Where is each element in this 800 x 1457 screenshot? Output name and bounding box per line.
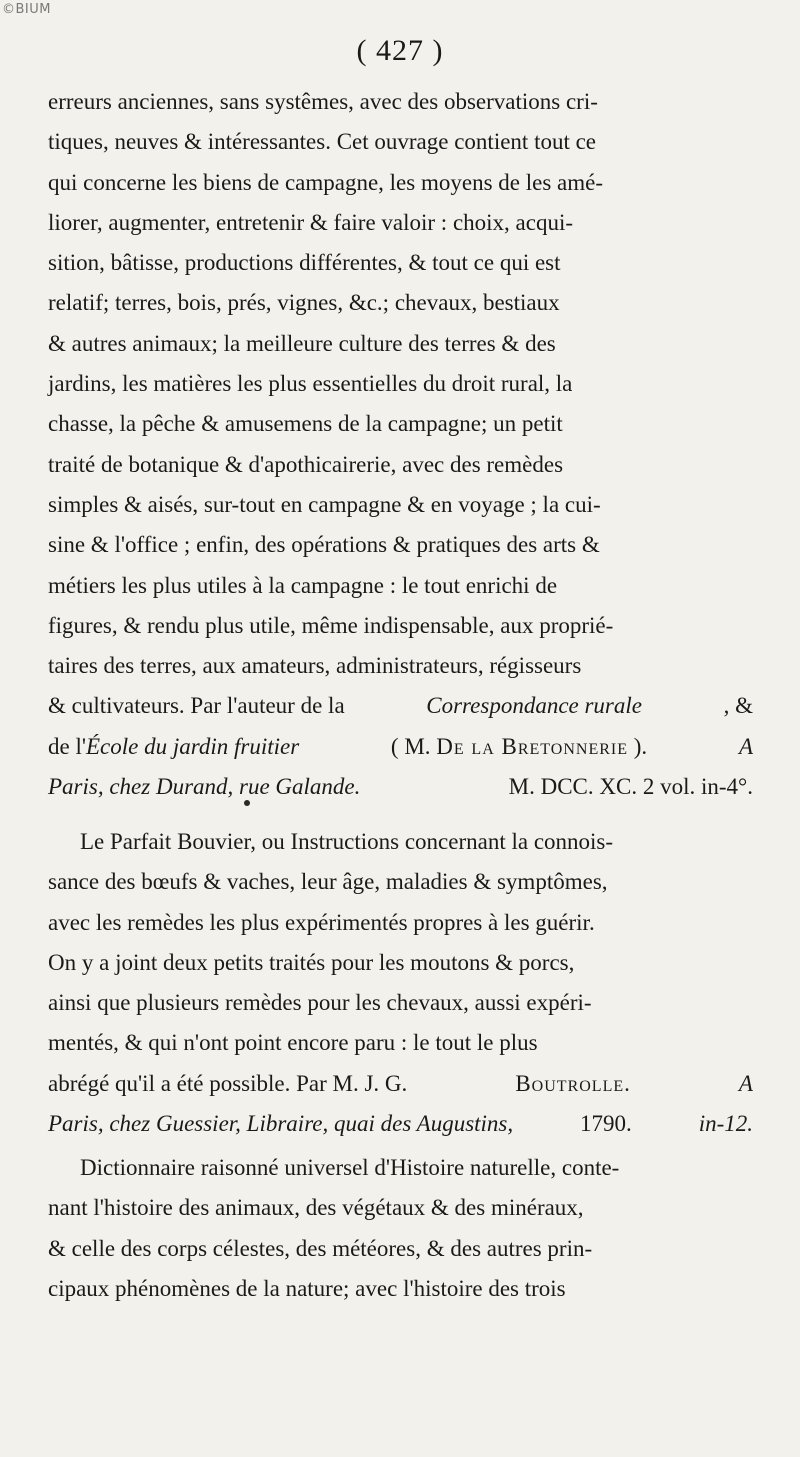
text-line: liorer, augmenter, entretenir & faire valoir : choix, acqui- [48,209,574,235]
text-line [48,767,753,807]
text-line: métiers les plus utiles à la campagne : le tout enrichi de [48,572,558,598]
text-line: chasse, la pêche & amusemens de la campagne; un petit [48,411,563,437]
text-line: On y a joint deux petits traités pour les moutons & porcs, [48,949,575,975]
paragraph-1 [48,82,753,807]
text-line: ainsi que plusieurs remèdes pour les chevaux, aussi expéri- [48,990,592,1016]
format: in-12. [698,1111,753,1137]
watermark: ©BIUM [2,2,51,17]
text-line: qui concerne les biens de campagne, les moyens de les amé- [48,169,603,195]
text-line: nant l'histoire des animaux, des végétaux & des minéraux, [48,1195,584,1221]
text-line: tiques, neuves & intéressantes. Cet ouvrage contient tout ce [48,129,597,155]
paragraph-3 [48,1148,753,1309]
publication-date: M. DCC. XC. 2 vol. in-4°. [508,774,753,800]
text-line: Dictionnaire raisonné universel d'Histoire naturelle, conte- [80,1155,620,1180]
text-line: avec les remèdes les plus expérimentés propres à les guérir. [48,909,595,935]
text-line: figures, & rendu plus utile, même indispensable, aux proprié- [48,612,614,638]
author-name: Boutrolle. [515,1070,631,1096]
publisher-info: Paris, chez Guessier, Libraire, quai des Augustins, [48,1111,514,1137]
text-line: taires des terres, aux amateurs, administrateurs, régisseurs [48,653,582,679]
text-line: simples & aisés, sur-tout en campagne & en voyage ; la cui- [48,491,601,517]
text-line: jardins, les matières les plus essentielles du droit rural, la [48,371,573,397]
book-title: École du jardin fruitier [86,733,300,759]
text-line [48,1104,753,1144]
text-line: cipaux phénomènes de la nature; avec l'histoire des trois [48,1275,566,1301]
text-line: & celle des corps célestes, des météores, & des autres prin- [48,1235,593,1261]
text-line [48,1064,753,1104]
author-name: ( M. De la Bretonnerie ). [390,733,648,759]
text-line: sition, bâtisse, productions différentes, & tout ce qui est [48,250,561,276]
text-line: sine & l'office ; enfin, des opérations & pratiques des arts & [48,532,600,558]
text-run: & cultivateurs. Par l'auteur de la [48,693,345,719]
text-line: Le Parfait Bouvier, ou Instructions concernant la connois- [80,829,614,854]
text-run: A [738,733,753,759]
text-line: mentés, & qui n'ont point encore paru : le tout le plus [48,1030,538,1056]
text-run: , & [723,693,753,719]
text-line: & autres animaux; la meilleure culture des terres & des [48,330,556,356]
text-line [48,686,753,726]
paragraph-2 [48,822,753,1144]
book-title: Correspondance rurale [426,693,642,719]
text-run: A [738,1070,753,1096]
text-line: sance des bœufs & vaches, leur âge, maladies & symptômes, [48,869,608,895]
text-run: de l'École du jardin fruitier [48,733,300,759]
publication-date: 1790. [580,1111,632,1137]
publisher-info: Paris, chez Durand, rue Galande. [48,774,361,800]
text-line: erreurs anciennes, sans systêmes, avec des observations cri- [48,89,598,114]
text-run: abrégé qu'il a été possible. Par M. J. G. [48,1070,408,1096]
text-line: relatif; terres, bois, prés, vignes, &c.; chevaux, bestiaux [48,290,560,316]
text-line: traité de botanique & d'apothicairerie, avec des remèdes [48,451,564,477]
page-number: ( 427 ) [356,34,444,67]
text-line [48,727,753,767]
ink-dot [244,800,250,806]
